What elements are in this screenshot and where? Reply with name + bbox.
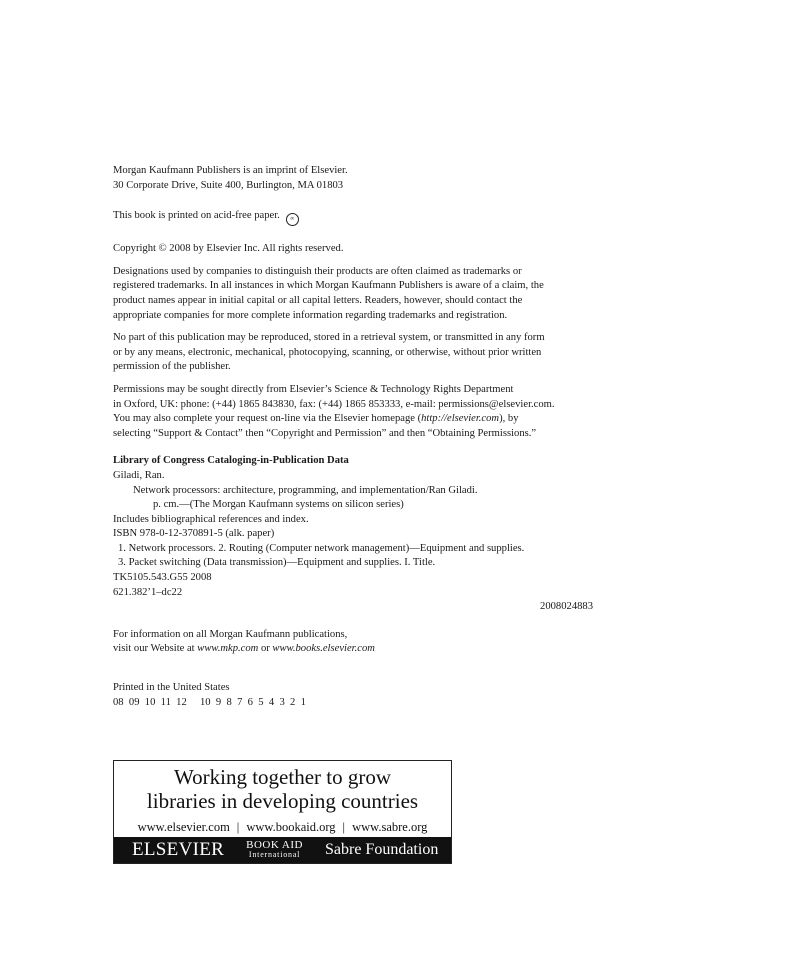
printed-block xyxy=(113,681,623,710)
cip-series: p. cm.—(The Morgan Kaufmann systems on silicon series) xyxy=(153,499,404,511)
cip-isbn: ISBN 978-0-12-370891-5 (alk. paper) xyxy=(113,528,275,540)
acid-free-text: This book is printed on acid-free paper. xyxy=(113,210,280,222)
cip-heading: Library of Congress Cataloging-in-Publication Data xyxy=(113,455,349,467)
mkp-link[interactable]: www.mkp.com xyxy=(197,643,259,655)
cip-ddc: 621.382’1–dc22 xyxy=(113,586,183,598)
permissions-paragraph xyxy=(113,383,623,441)
info-paragraph xyxy=(113,628,623,657)
cip-lcc: TK5105.543.G55 2008 xyxy=(113,572,212,584)
permissions-line-4: selecting “Support & Contact” then “Copyright and Permission” and then “Obtaining Permissions.” xyxy=(113,427,537,439)
cip-subjects-1: 1. Network processors. 2. Routing (Computer network management)—Equipment and supplies. xyxy=(118,542,525,554)
elsevier-logo: ELSEVIER xyxy=(132,839,225,860)
elsevier-site-link[interactable]: www.elsevier.com xyxy=(137,820,230,834)
no-part-line: No part of this publication may be reproduced, stored in a retrieval system, or transmitted in any form xyxy=(113,332,545,344)
no-part-line: permission of the publisher. xyxy=(113,361,231,373)
permissions-line-2: in Oxford, UK: phone: (+44) 1865 843830, fax: (+44) 1865 853333, e-mail: permissions@elsevier.com. xyxy=(113,398,555,410)
no-part-line: or by any means, electronic, mechanical, photocopying, scanning, or otherwise, without prior written xyxy=(113,346,542,358)
copyright-line: Copyright © 2008 by Elsevier Inc. All rights reserved. xyxy=(113,243,344,255)
designations-line: appropriate companies for more complete information regarding trademarks and registration. xyxy=(113,309,508,321)
info-line-1: For information on all Morgan Kaufmann publications, xyxy=(113,628,348,640)
no-part-paragraph xyxy=(113,331,623,375)
cip-title: Network processors: architecture, programming, and implementation/Ran Giladi. xyxy=(133,484,478,496)
imprint-line-1: Morgan Kaufmann Publishers is an imprint of Elsevier. xyxy=(113,165,348,176)
cip-includes: Includes bibliographical references and index. xyxy=(113,513,309,525)
info-line-2: visit our Website at www.mkp.com or www.books.elsevier.com xyxy=(113,643,375,655)
elsevier-homepage-link[interactable]: http://elsevier.com xyxy=(421,413,500,425)
libraries-banner xyxy=(113,760,452,864)
bookaid-logo-line-2: International xyxy=(248,850,301,859)
cip-author: Giladi, Ran. xyxy=(113,469,165,481)
cip-lccn: 2008024883 xyxy=(540,601,593,613)
copyright-page xyxy=(113,164,623,710)
designations-line: product names appear in initial capital or all capital letters. Readers, however, should contact the xyxy=(113,294,523,306)
cip-subjects-2: 3. Packet switching (Data transmission)—Equipment and supplies. I. Title. xyxy=(118,557,436,569)
banner-headline-1: Working together to grow xyxy=(173,765,391,789)
link-separator: | xyxy=(236,820,240,834)
bookaid-logo-line-1: BOOK AID xyxy=(246,839,303,851)
permissions-line-3: You may also complete your request on-line via the Elsevier homepage (http://elsevier.com), by xyxy=(113,413,519,425)
designations-paragraph xyxy=(113,265,623,323)
books-elsevier-link[interactable]: www.books.elsevier.com xyxy=(272,643,375,655)
printed-line: Printed in the United States xyxy=(113,682,230,694)
banner-links xyxy=(114,820,451,835)
permissions-line-1: Permissions may be sought directly from Elsevier’s Science & Technology Rights Department xyxy=(113,383,514,395)
acid-free-paper-icon: ∞ xyxy=(286,213,299,226)
designations-line: registered trademarks. In all instances in which Morgan Kaufmann Publishers is aware of a claim, the xyxy=(113,280,544,292)
printing-numbers: 08 09 10 11 12 10 9 8 7 6 5 4 3 2 1 xyxy=(113,696,306,708)
sabre-site-link[interactable]: www.sabre.org xyxy=(352,820,428,834)
acid-free-note xyxy=(113,209,623,226)
link-separator: | xyxy=(342,820,346,834)
cip-block xyxy=(113,454,623,615)
sabre-logo: Sabre Foundation xyxy=(325,841,439,858)
banner-headline-2: libraries in developing countries xyxy=(146,789,419,813)
bookaid-site-link[interactable]: www.bookaid.org xyxy=(246,820,336,834)
bookaid-logo xyxy=(246,840,303,860)
banner-logo-bar xyxy=(114,837,451,863)
designations-line: Designations used by companies to distinguish their products are often claimed as trademarks or xyxy=(113,265,522,277)
imprint-line-2: 30 Corporate Drive, Suite 400, Burlington, MA 01803 xyxy=(113,179,344,191)
